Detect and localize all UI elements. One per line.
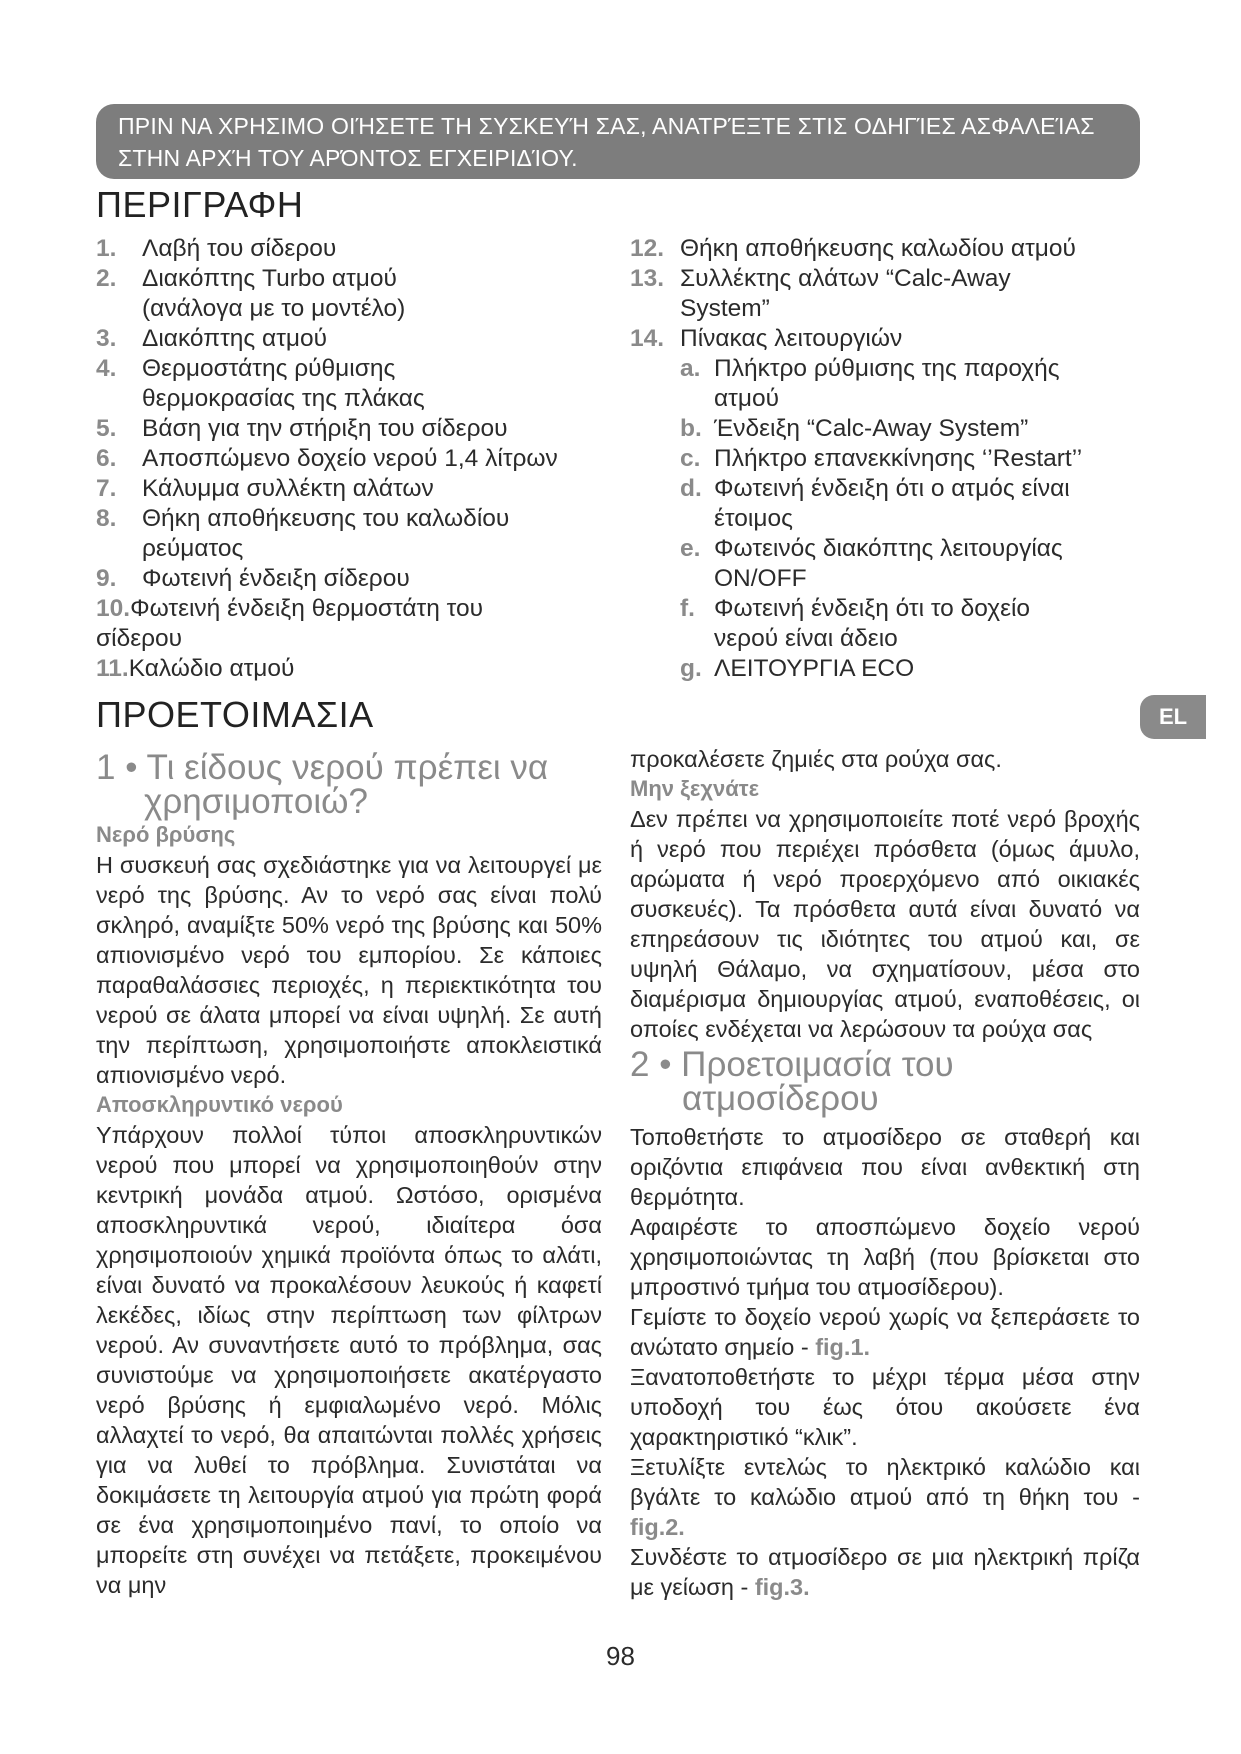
list-item: 2. Διακόπτης Turbo ατμού (ανάλογα με το μοντέλο) bbox=[96, 265, 406, 322]
list-item: 1. Λαβή του σίδερου bbox=[96, 235, 337, 262]
step-remove-tank: Αφαιρέστε το αποσπώμενο δοχείο νερού χρησιμοποιώντας τη λαβή (που βρίσκεται στο μπροστινό τμήμα του ατμοσίδερου). bbox=[630, 1214, 1140, 1300]
softener-heading: Αποσκληρυντικό νερού bbox=[96, 1092, 343, 1117]
list-item: 3. Διακόπτης ατμού bbox=[96, 325, 328, 352]
tap-water-heading: Νερό βρύσης bbox=[96, 822, 236, 847]
remember-heading: Μην ξεχνάτε bbox=[630, 776, 760, 801]
subitem: c. Πλήκτρο επανεκκίνησης ‘’Restart’’ bbox=[680, 445, 1083, 472]
step-reinsert-tank: Ξανατοποθετήστε το μέχρι τέρμα μέσα στην υποδοχή του έως ότου ακούσετε ένα χαρακτηριστικό “κλικ”. bbox=[630, 1364, 1140, 1450]
softener-text: Υπάρχουν πολλοί τύποι αποσκληρυντικών νερού που μπορεί να χρησιμοποιηθούν στην κεντρική μονάδα ατμού. Ωστόσο, ορισμένα αποσκληρυντικά νερού, ιδιαίτερα όσα χρησιμοποιούν χημικά προϊόντα όπως το αλάτι, είναι δυνατό να προκαλέσουν λευκούς ή καφετί λεκέδες, ιδίως στην περίπτωση των φίλτρων νερού. Αν συναντήσετε αυτό το πρόβλημα, σας συνιστούμε να χρησιμοποιήσετε ακατέργαστο νερό βρύσης ή εμφιαλωμένο νερό. Μόλις αλλαχτεί το νερό, θα απαιτώνται πολλές χρήσεις για να λυθεί το πρόβλημα. Συνιστάται να δοκιμάσετε τη λειτουργία ατμού για πρώτη φορά σε ένα χρησιμοποιημένο πανί, το οποίο να μπορείτε στη συνέχει να πετάξετε, προκειμένου να μην bbox=[96, 1122, 602, 1598]
fig-1-ref: fig.1. bbox=[815, 1334, 871, 1360]
step-unwind-cord: Ξετυλίξτε εντελώς το ηλεκτρικό καλώδιο και βγάλτε το καλώδιο ατμού από τη θήκη του - fig.2. bbox=[630, 1454, 1140, 1540]
continuation-text: προκαλέσετε ζημιές στα ρούχα σας. bbox=[630, 746, 1002, 772]
language-badge: EL bbox=[1140, 695, 1206, 739]
parts-list-left bbox=[96, 234, 606, 684]
control-panel-subitems bbox=[630, 354, 1150, 684]
subitem: e. Φωτεινός διακόπτης λειτουργίας ON/OFF bbox=[680, 535, 1063, 592]
safety-banner bbox=[96, 104, 1140, 179]
right-text-column bbox=[630, 744, 1140, 1602]
subitem: b. Ένδειξη “Calc-Away System” bbox=[680, 415, 1029, 442]
list-item: 14. Πίνακας λειτουργιών bbox=[630, 325, 903, 352]
list-item: 11.Καλώδιο ατμού bbox=[96, 655, 295, 682]
tap-water-text: Η συσκευή σας σχεδιάστηκε για να λειτουργεί με νερό της βρύσης. Αν το νερό σας είναι πολύ σκληρό, αναμίξτε 50% νερό της βρύσης και 50% απιονισμένο νερό του εμπορίου. Σε κάποιες παραθαλάσσιες περιοχές, η περιεκτικότητα του νερού σε άλατα μπορεί να είναι υψηλή. Σε αυτή την περίπτωση, χρησιμοποιήστε αποκλειστικά απιονισμένο νερό. bbox=[96, 852, 602, 1088]
subitem: g. ΛΕΙΤΟΥΡΓΙΑ ECO bbox=[680, 655, 915, 682]
left-text-column bbox=[96, 820, 602, 1600]
page-number: 98 bbox=[606, 1641, 635, 1671]
banner-line-2: ΣΤΗΝ ΑΡΧΉ ΤΟΥ ΑΡΌΝΤΟΣ ΕΓΧΕΙΡΙΔΊΟΥ. bbox=[118, 145, 578, 171]
preparation-heading: ΠΡΟΕΤΟΙΜΑΣΙΑ bbox=[96, 694, 374, 735]
step-connect: Συνδέστε το ατμοσίδερο σε μια ηλεκτρική πρίζα με γείωση - fig.3. bbox=[630, 1544, 1140, 1600]
remember-text: Δεν πρέπει να χρησιμοποιείτε ποτέ νερό βροχής ή νερό που περιέχει πρόσθετα (όμως άμυλο, αρώματα ή νερό προερχόμενο από οικιακές συσκευές). Τα πρόσθετα αυτά είναι δυνατό να επηρεάσουν τις ιδιότητες του ατμού και, σε υψηλή Θάλαμο, να σχηματίσουν, μέσα στο διαμέρισμα δημιουργίας ατμού, εναποθέσεις, οι οποίες ενδέχεται να λερώσουν τα ρούχα σας bbox=[630, 806, 1140, 1042]
parts-list-right bbox=[630, 234, 1150, 684]
section-1-title: 1 • Τι είδους νερού πρέπει να χρησιμοποιώ? bbox=[96, 748, 549, 821]
list-item: 8. Θήκη αποθήκευσης του καλωδίου ρεύματος bbox=[96, 505, 510, 562]
section-2-title: 2 • Προετοιμασία του ατμοσίδερου bbox=[630, 1045, 954, 1118]
fig-3-ref: fig.3. bbox=[754, 1574, 810, 1600]
list-item: 9. Φωτεινή ένδειξη σίδερου bbox=[96, 565, 410, 592]
banner-line-1: ΠΡΙΝ ΝΑ ΧΡΗΣΙΜΟ ΟΙΉΣΕΤΕ ΤΗ ΣΥΣΚΕΥΉ ΣΑΣ, ΑΝΑΤΡΈΞΤΕ ΣΤΙΣ ΟΔΗΓΊΕΣ ΑΣΦΑΛΕΊΑΣ bbox=[118, 113, 1095, 139]
list-item: 5. Βάση για την στήριξη του σίδερου bbox=[96, 415, 508, 442]
subitem: d. Φωτεινή ένδειξη ότι ο ατμός είναι έτοιμος bbox=[680, 475, 1070, 532]
list-item: 6. Αποσπώμενο δοχείο νερού 1,4 λίτρων bbox=[96, 445, 558, 472]
step-place-iron: Τοποθετήστε το ατμοσίδερο σε σταθερή και οριζόντια επιφάνεια που είναι ανθεκτική στη θερμότητα. bbox=[630, 1124, 1140, 1210]
list-item: 4. Θερμοστάτης ρύθμισης θερμοκρασίας της πλάκας bbox=[96, 355, 425, 412]
subitem: a. Πλήκτρο ρύθμισης της παροχής ατμού bbox=[680, 355, 1060, 412]
list-item: 7. Κάλυμμα συλλέκτη αλάτων bbox=[96, 475, 434, 502]
description-heading: ΠΕΡΙΓΡΑΦΗ bbox=[96, 184, 304, 225]
list-item: 12. Θήκη αποθήκευσης καλωδίου ατμού bbox=[630, 235, 1076, 262]
list-item: 10.Φωτεινή ένδειξη θερμοστάτη του σίδερου bbox=[96, 595, 484, 652]
subitem: f. Φωτεινή ένδειξη ότι το δοχείο νερού είναι άδειο bbox=[680, 595, 1031, 652]
step-fill-tank: Γεμίστε το δοχείο νερού χωρίς να ξεπεράσετε το ανώτατο σημείο - fig.1. bbox=[630, 1304, 1140, 1360]
list-item: 13. Συλλέκτης αλάτων “Calc-Away System” bbox=[630, 265, 1011, 322]
fig-2-ref: fig.2. bbox=[630, 1514, 685, 1540]
